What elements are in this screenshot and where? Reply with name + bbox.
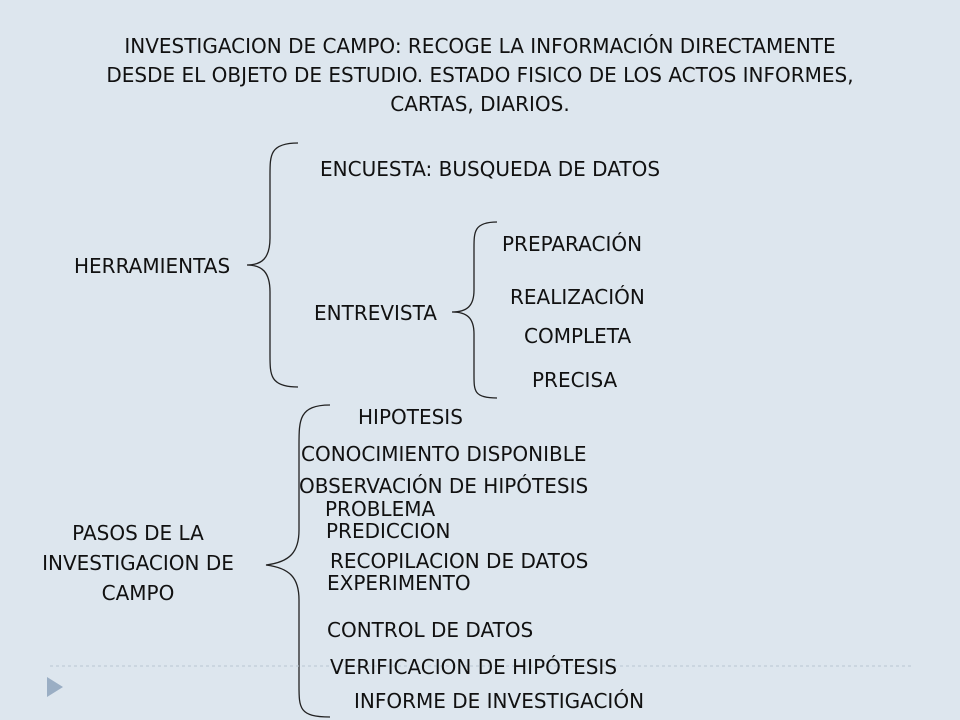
paso-verificacion-hipotesis: VERIFICACION DE HIPÓTESIS <box>330 655 618 679</box>
paso-recopilacion-datos: RECOPILACION DE DATOS <box>330 549 589 573</box>
paso-problema: PROBLEMA <box>325 497 436 521</box>
pasos-label-line-3: CAMPO <box>101 581 175 605</box>
entrevista-item-preparacion: PREPARACIÓN <box>502 232 643 256</box>
page-title <box>40 32 920 119</box>
pasos-label-line-2: INVESTIGACION DE <box>42 551 234 575</box>
paso-conocimiento-disponible: CONOCIMIENTO DISPONIBLE <box>301 442 587 466</box>
title-line-2: DESDE EL OBJETO DE ESTUDIO. ESTADO FISICO DE LOS ACTOS INFORMES, <box>106 63 854 87</box>
title-line-1: INVESTIGACION DE CAMPO: RECOGE LA INFORMACIÓN DIRECTAMENTE <box>124 34 836 58</box>
paso-experimento: EXPERIMENTO <box>327 571 471 595</box>
entrevista-item-realizacion: REALIZACIÓN <box>510 285 645 309</box>
title-line-3: CARTAS, DIARIOS. <box>390 92 570 116</box>
herramientas-brace <box>247 143 298 387</box>
pasos-label-line-1: PASOS DE LA <box>72 521 204 545</box>
pasos-label <box>18 518 258 608</box>
entrevista-item-completa: COMPLETA <box>524 324 632 348</box>
paso-hipotesis: HIPOTESIS <box>358 405 463 429</box>
herramientas-label: HERRAMIENTAS <box>74 254 231 278</box>
slide-bullet-icon <box>47 677 63 697</box>
paso-observacion-hipotesis: OBSERVACIÓN DE HIPÓTESIS <box>299 474 589 498</box>
entrevista-item-precisa: PRECISA <box>532 368 618 392</box>
encuesta-label: ENCUESTA: BUSQUEDA DE DATOS <box>320 157 661 181</box>
paso-control-datos: CONTROL DE DATOS <box>327 618 534 642</box>
entrevista-label: ENTREVISTA <box>314 301 437 325</box>
paso-informe-investigacion: INFORME DE INVESTIGACIÓN <box>354 689 645 713</box>
paso-prediccion: PREDICCION <box>326 519 451 543</box>
entrevista-brace <box>452 222 497 398</box>
